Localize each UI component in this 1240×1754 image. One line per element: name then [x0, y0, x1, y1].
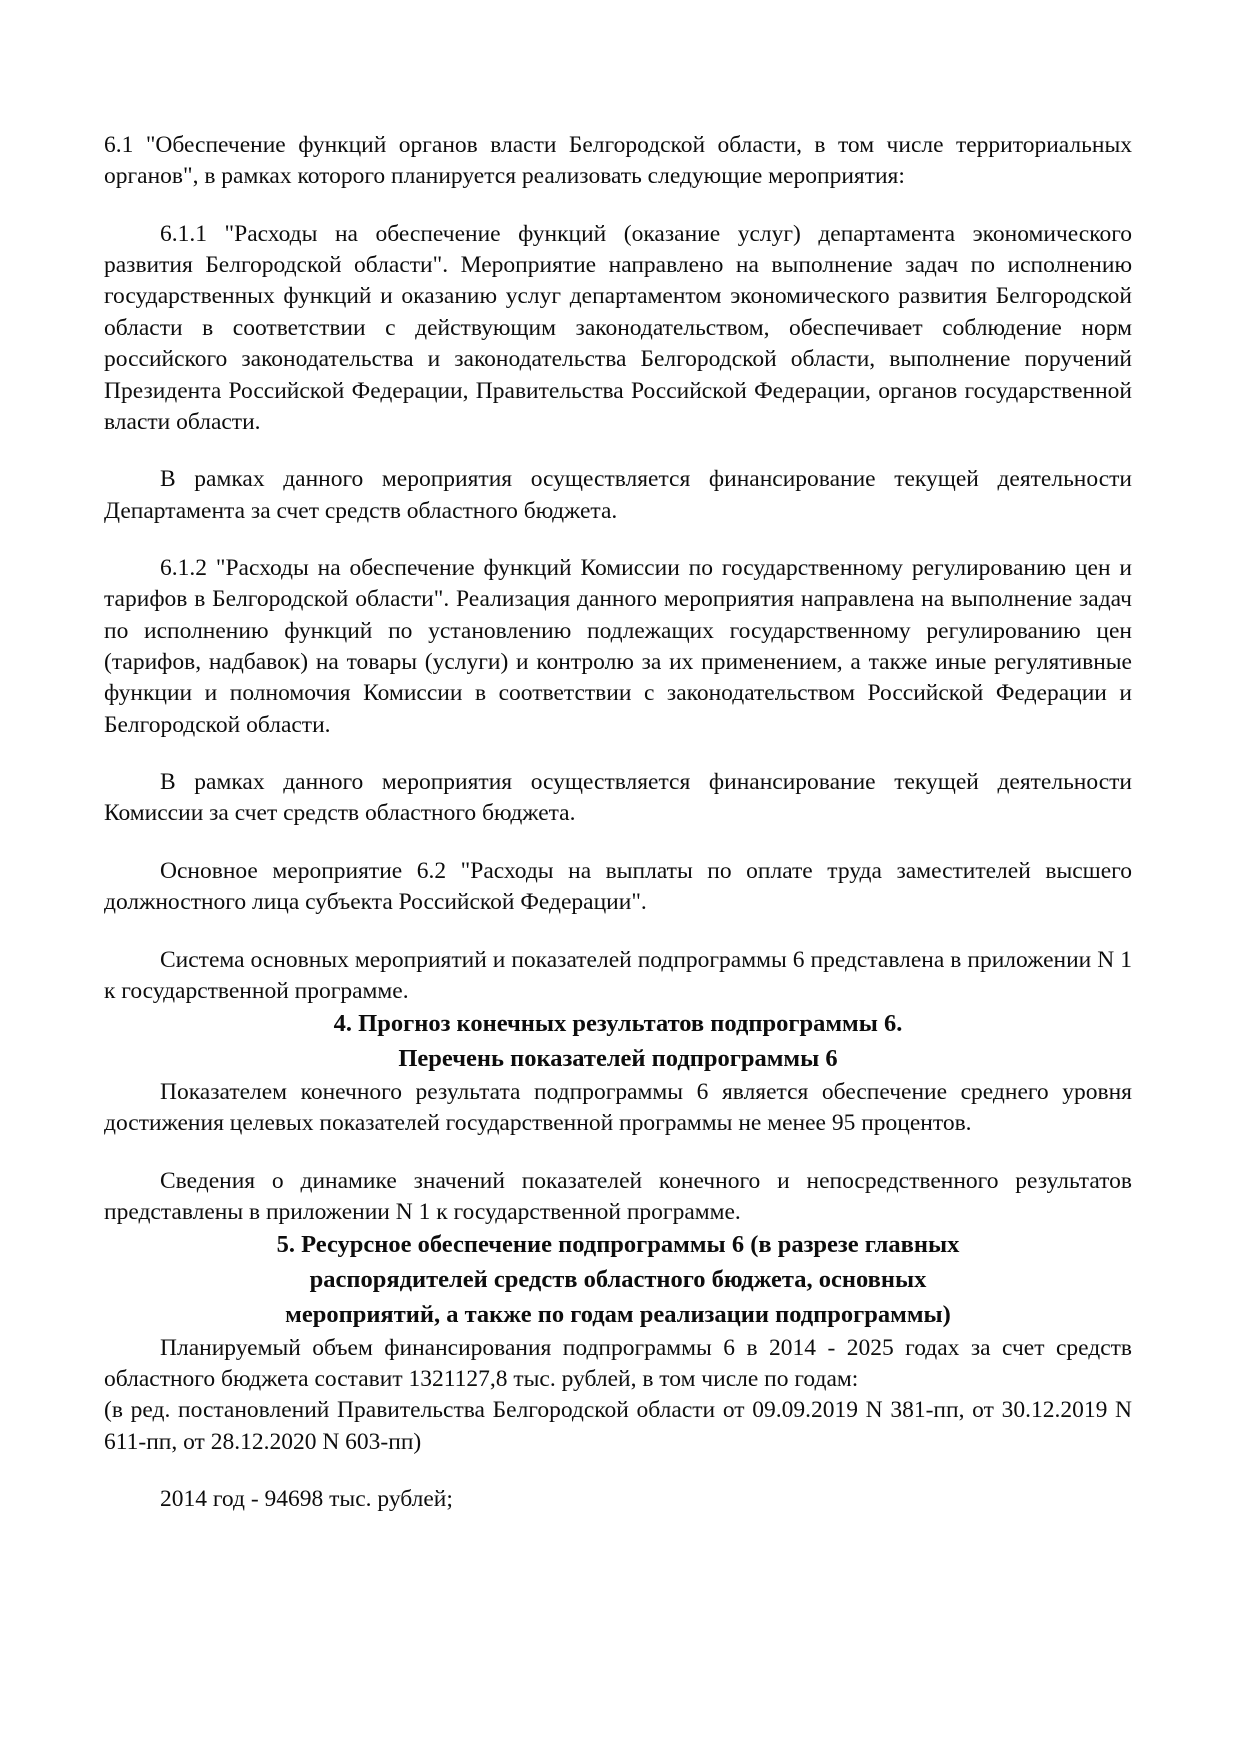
paragraph-amendment-note: (в ред. постановлений Правительства Белгородской области от 09.09.2019 N 381-пп, от 30.12.2019 N 611-пп, от 28.12.2020 N 603-пп) — [104, 1397, 1132, 1455]
paragraph-6-1-1: 6.1.1 "Расходы на обеспечение функций (оказание услуг) департамента экономического развития Белгородской области". Мероприятие направлено на выполнение задач по исполнению государственных функций и оказанию услуг департаментом экономического развития Белгородской области в соответствии с действующим законодательством, обеспечивает соблюдение норм российского законодательства и законодательства Белгородской области, выполнение поручений Президента Российской Федерации, Правительства Российской Федерации, органов государственной власти области. — [104, 220, 1132, 435]
paragraph-6-2: Основное мероприятие 6.2 "Расходы на выплаты по оплате труда заместителей высшего должностного лица субъекта Российской Федерации". — [104, 857, 1132, 916]
paragraph-financing-department: В рамках данного мероприятия осуществляется финансирование текущей деятельности Департамента за счет средств областного бюджета. — [104, 466, 1132, 524]
paragraph-planned-funding: Планируемый объем финансирования подпрограммы 6 в 2014 - 2025 годах за счет средств областного бюджета составит 1321127,8 тыс. рублей, в том числе по годам: — [104, 1334, 1132, 1392]
paragraph-financing-commission: В рамках данного мероприятия осуществляется финансирование текущей деятельности Комиссии за счет средств областного бюджета. — [104, 769, 1132, 827]
section-heading-4-line-2: Перечень показателей подпрограммы 6 — [398, 1045, 838, 1073]
paragraph-final-result-indicator: Показателем конечного результата подпрограммы 6 является обеспечение среднего уровня достижения целевых показателей государственной программы не менее 95 процентов. — [104, 1078, 1132, 1137]
paragraph-6-1: 6.1 "Обеспечение функций органов власти Белгородской области, в том числе территориальных органов", в рамках которого планируется реализовать следующие мероприятия: — [104, 132, 1132, 190]
section-heading-4 — [104, 1007, 1132, 1077]
paragraph-year-2014: 2014 год - 94698 тыс. рублей; — [160, 1486, 453, 1513]
section-heading-4-line-1: 4. Прогноз конечных результатов подпрограммы 6. — [333, 1010, 903, 1038]
paragraph-6-1-2: 6.1.2 "Расходы на обеспечение функций Комиссии по государственному регулированию цен и тарифов в Белгородской области". Реализация данного мероприятия направлена на выполнение задач по исполнению функций по установлению подлежащих государственному регулированию цен (тарифов, надбавок) на товары (услуги) и контролю за их применением, а также иные регулятивные функции и полномочия Комиссии в соответствии с законодательством Российской Федерации и Белгородской области. — [104, 554, 1132, 738]
section-heading-5-line-1: 5. Ресурсное обеспечение подпрограммы 6 (в разрезе главных — [276, 1231, 960, 1259]
section-heading-5-line-3: мероприятий, а также по годам реализации подпрограммы) — [285, 1300, 951, 1328]
paragraph-indicator-dynamics: Сведения о динамике значений показателей конечного и непосредственного результатов представлены в приложении N 1 к государственной программе. — [104, 1167, 1132, 1225]
section-heading-5-line-2: распорядителей средств областного бюджета, основных — [309, 1266, 927, 1294]
paragraph-system-of-measures: Система основных мероприятий и показателей подпрограммы 6 представлена в приложении N 1 к государственной программе. — [104, 946, 1132, 1004]
section-heading-5 — [104, 1228, 1132, 1332]
document-body — [104, 130, 1132, 1515]
